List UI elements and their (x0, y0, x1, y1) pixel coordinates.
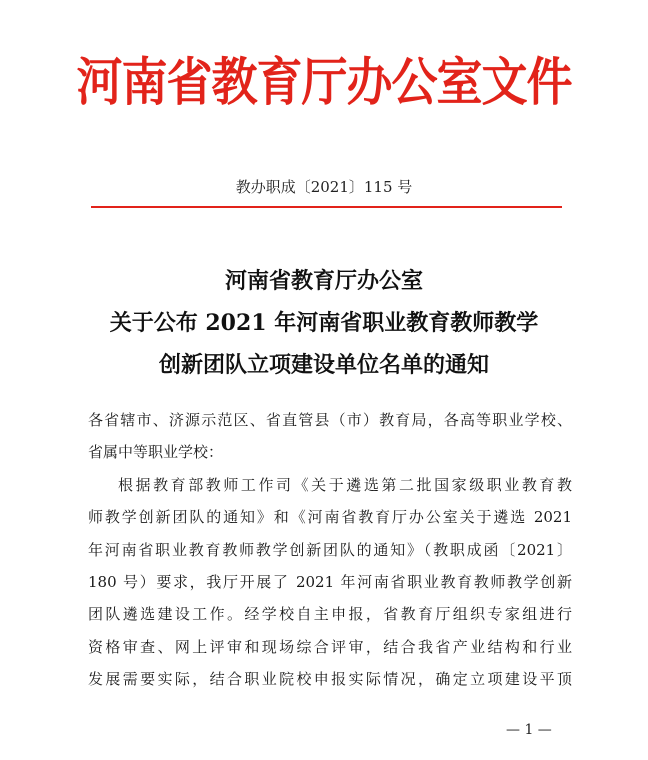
salutation-line-2: 省属中等职业学校： (88, 443, 224, 462)
notice-title-line-1: 河南省教育厅办公室 (224, 268, 423, 294)
document-header-title: 河南省教育厅办公室文件 (76, 51, 572, 113)
document-number: 教办职成〔2021〕115 号 (235, 178, 413, 196)
notice-title-line-3: 创新团队立项建设单位名单的通知 (158, 352, 489, 378)
salutation-line-1: 各省辖市、济源示范区、省直管县（市）教育局，各高等职业学校、 (88, 411, 572, 429)
red-divider-line (91, 206, 562, 208)
paragraph-line-1: 根据教育部教师工作司《关于遴选第二批国家级职业教育教 (118, 475, 572, 494)
paragraph-line-2: 师教学创新团队的通知》和《河南省教育厅办公室关于遴选 2021 (88, 508, 572, 527)
page-number: — 1 — (506, 722, 552, 738)
paragraph-line-3: 年河南省职业教育教师教学创新团队的通知》（教职成函〔2021〕 (88, 540, 572, 559)
notice-body (88, 404, 572, 696)
paragraph-line-5: 团队遴选建设工作。经学校自主申报，省教育厅组织专家组进行 (88, 605, 572, 624)
paragraph-line-6: 资格审查、网上评审和现场综合评审，结合我省产业结构和行业 (88, 637, 572, 656)
notice-title (0, 260, 648, 386)
notice-title-line-2: 关于公布 2021 年河南省职业教育教师教学 (109, 310, 539, 336)
paragraph-line-4: 180 号）要求，我厅开展了 2021 年河南省职业教育教师教学创新 (88, 573, 572, 592)
paragraph-line-7: 发展需要实际，结合职业院校申报实际情况，确定立项建设平顶 (88, 670, 572, 689)
